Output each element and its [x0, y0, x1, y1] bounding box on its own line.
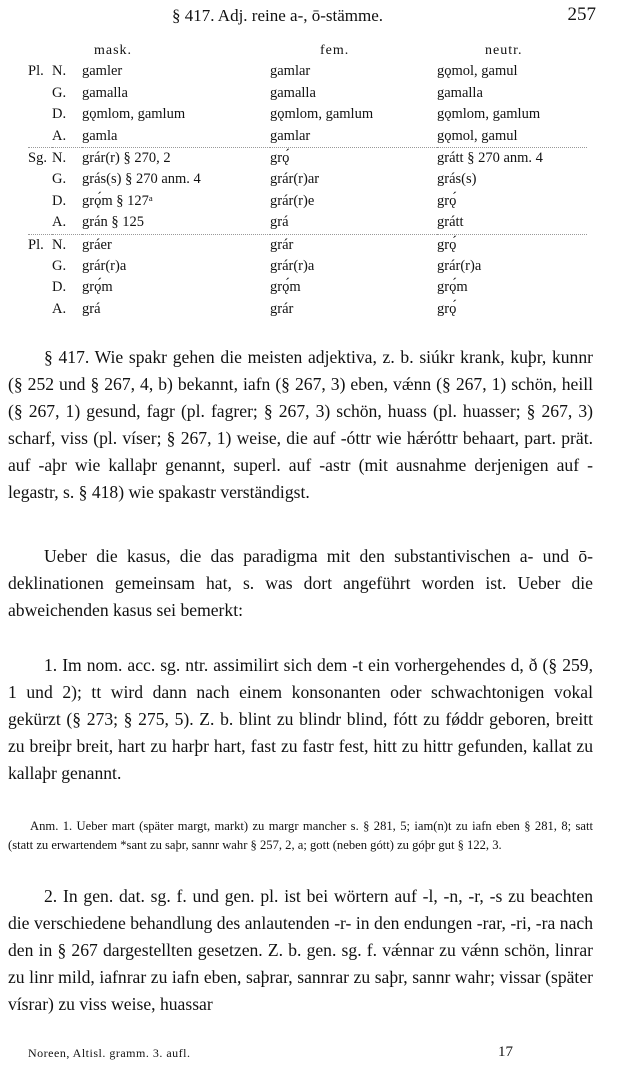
column-header-neutr: neutr. — [485, 43, 523, 58]
paradigm-cell-neutr: grǫ́ — [437, 300, 457, 317]
paradigm-cell-neutr: grás(s) — [437, 171, 477, 188]
paradigm-cell-number — [28, 169, 52, 190]
page-number: 257 — [567, 4, 596, 25]
paradigm-cell-fem: gamalla — [270, 84, 316, 101]
paradigm-cell-mask: gráer — [82, 234, 270, 256]
paradigm-cell-mask: grár(r) § 270, 2 — [82, 148, 270, 170]
paradigm-cell-neutr: gǫmlom, gamlum — [437, 106, 541, 123]
paradigm-cell-number — [28, 191, 52, 212]
paradigm-cell-case: D. — [52, 279, 67, 296]
paradigm-cell-neutr: grár(r)a — [437, 258, 482, 275]
paradigm-cell-number — [28, 256, 52, 277]
paradigm-row — [28, 61, 587, 82]
paradigm-cell-case: A. — [52, 127, 67, 144]
paradigm-cell-mask: grán § 125 — [82, 214, 145, 231]
paradigm-cell-fem: gǫmlom, gamlum — [270, 106, 374, 123]
paradigm-cell-case: N. — [52, 234, 82, 256]
running-header — [0, 4, 620, 28]
paradigm-row — [28, 148, 587, 170]
paradigm-cell-number: Pl. — [28, 63, 44, 80]
paradigm-cell-mask: gamalla — [82, 84, 128, 101]
paradigm-cell-fem: grár(r)ar — [270, 171, 320, 188]
paradigm-cell-number — [28, 212, 52, 234]
section-417-text: § 417. Wie spakr gehen die meisten adjektiva, z. b. siúkr krank, kuþr, kunnr (§ 252 und § 267, 4, b) bekannt, iafn (§ 267, 3) eben, vǽnn (§ 267, 1) schön, heill (§ 267, 1) gesund, fagr (pl. fagrer; § 267, 3) schön, huass (pl. huasser; § 267, 3) scharf, viss (pl. víser; § 267, 1) weise, die auf -óttr wie hǽróttr behaart, part. prät. auf -aþr wie kallaþr genannt, superl. auf -astr (mit ausnahme derjenigen auf -legastr, s. § 418) wie spakastr verständigst. — [8, 347, 593, 502]
paradigm-row — [28, 299, 587, 320]
paradigm-row — [28, 256, 587, 277]
paradigm-row — [28, 169, 587, 190]
point-2-paragraph — [8, 883, 593, 1018]
paradigm-cell-neutr: gǫmol, gamul — [437, 127, 518, 144]
section-417-paragraph — [8, 344, 593, 506]
paradigm-cell-number — [28, 83, 52, 104]
paradigm-cell-fem: grár(r)a — [270, 258, 315, 275]
paradigm-cell-fem: gamlar — [270, 127, 311, 144]
paradigm-cell-mask: grás(s) § 270 anm. 4 — [82, 171, 201, 188]
paradigm-table — [28, 40, 587, 320]
paradigm-cell-neutr: grátt — [437, 214, 464, 231]
paradigm-row — [28, 104, 587, 125]
paradigm-cell-number — [28, 299, 52, 320]
paradigm-cell-case: N. — [52, 148, 82, 170]
paradigm-cell-case: G. — [52, 84, 67, 101]
paradigm-body — [28, 61, 587, 320]
paradigm-cell-mask: grǫ́m § 127ᵃ — [82, 192, 153, 209]
paradigm-cell-case: N. — [52, 63, 67, 80]
paradigm-cell-neutr: grǫ́ — [437, 234, 587, 256]
paradigm-cell-number — [28, 277, 52, 298]
paradigm-cell-fem: grár(r)e — [270, 192, 315, 209]
printer-signature: Noreen, Altisl. gramm. 3. aufl. — [28, 1046, 191, 1060]
column-header-fem: fem. — [320, 43, 350, 58]
kasus-text: Ueber die kasus, die das paradigma mit den substantivischen a- und ō-deklinationen gemeinsam hat, s. was dort angeführt worden ist. Ueber die abweichenden kasus sei bemerkt: — [8, 546, 593, 620]
paradigm-row — [28, 277, 587, 298]
paradigm-cell-mask: grǫ́m — [82, 279, 113, 296]
paradigm-row — [28, 212, 587, 234]
paradigm-cell-neutr: gǫmol, gamul — [437, 63, 518, 80]
point-1-paragraph — [8, 652, 593, 787]
point-2-text: 2. In gen. dat. sg. f. und gen. pl. ist bei wörtern auf -l, -n, -r, -s zu beachten die verschiedene behandlung des anlautenden -r- in den endungen -rar, -ri, -ra nach den in § 267 dargestellten gesetzen. Z. b. gen. sg. f. vǽnnar zu vǽnn schön, linrar zu linr mild, iafnrar zu iafn eben, saþrar, sannrar zu saþr, sannr wahr; vissar (später vísrar) zu viss weise, huassar — [8, 886, 593, 1014]
anmerkung-1-text: Anm. 1. Ueber mart (später margt, markt) zu margr mancher s. § 281, 5; iam(n)t zu iafn eben § 281, 8; satt (statt zu erwartendem *sant zu saþr, sannr wahr § 257, 2, a; gott (neben gótt) zu góþr gut § 122, 3. — [8, 819, 593, 852]
paradigm-row — [28, 126, 587, 148]
paradigm-cell-mask: gamler — [82, 63, 123, 80]
paradigm-cell-case: A. — [52, 300, 67, 317]
paradigm-cell-mask: grár(r)a — [82, 258, 127, 275]
paradigm-row — [28, 83, 587, 104]
paradigm-cell-fem: grár — [270, 300, 294, 317]
paradigm-header-row — [28, 40, 587, 61]
kasus-paragraph — [8, 543, 593, 624]
anmerkung-1 — [8, 817, 593, 854]
paradigm-cell-neutr: gamalla — [437, 84, 483, 101]
paradigm-cell-fem: grǫ́ — [270, 148, 437, 170]
paradigm-row — [28, 191, 587, 212]
paradigm-cell-neutr: grátt § 270 anm. 4 — [437, 148, 587, 170]
paradigm-cell-case: G. — [52, 171, 67, 188]
paradigm-cell-mask: grá — [82, 300, 101, 317]
paradigm-cell-number: Sg. — [28, 148, 52, 170]
point-1-text: 1. Im nom. acc. sg. ntr. assimilirt sich dem -t ein vorhergehendes d, ð (§ 259, 1 und 2); tt wird dann nach einem konsonanten oder schwachtonigen vokal gekürzt (§ 273; § 275, 5). Z. b. blint zu blindr blind, fótt zu fǿddr geboren, breitt zu breiþr breit, hart zu harþr hart, fast zu fastr fest, hitt zu hittr gefunden, kallat zu kallaþr genannt. — [8, 655, 593, 783]
paradigm-cell-mask: gamla — [82, 127, 118, 144]
paradigm-cell-neutr: grǫ́ — [437, 192, 457, 209]
column-header-mask: mask. — [94, 43, 133, 58]
paradigm-cell-number: Pl. — [28, 234, 52, 256]
paradigm-row — [28, 234, 587, 256]
paradigm-cell-mask: gǫmlom, gamlum — [82, 106, 186, 123]
paradigm-cell-fem: grá — [270, 214, 289, 231]
paradigm-cell-number — [28, 104, 52, 125]
paradigm-cell-case: A. — [52, 214, 67, 231]
paradigm-cell-case: D. — [52, 106, 67, 123]
paradigm-cell-case: G. — [52, 258, 67, 275]
paradigm-cell-number — [28, 126, 52, 148]
paradigm-cell-fem: grǫ́m — [270, 279, 301, 296]
paradigm-cell-neutr: grǫ́m — [437, 279, 468, 296]
running-title: § 417. Adj. reine a-, ō-stämme. — [172, 6, 384, 25]
sheet-number: 17 — [498, 1044, 513, 1060]
paradigm-cell-case: D. — [52, 192, 67, 209]
paradigm-cell-fem: grár — [270, 234, 437, 256]
paradigm-cell-fem: gamlar — [270, 63, 311, 80]
